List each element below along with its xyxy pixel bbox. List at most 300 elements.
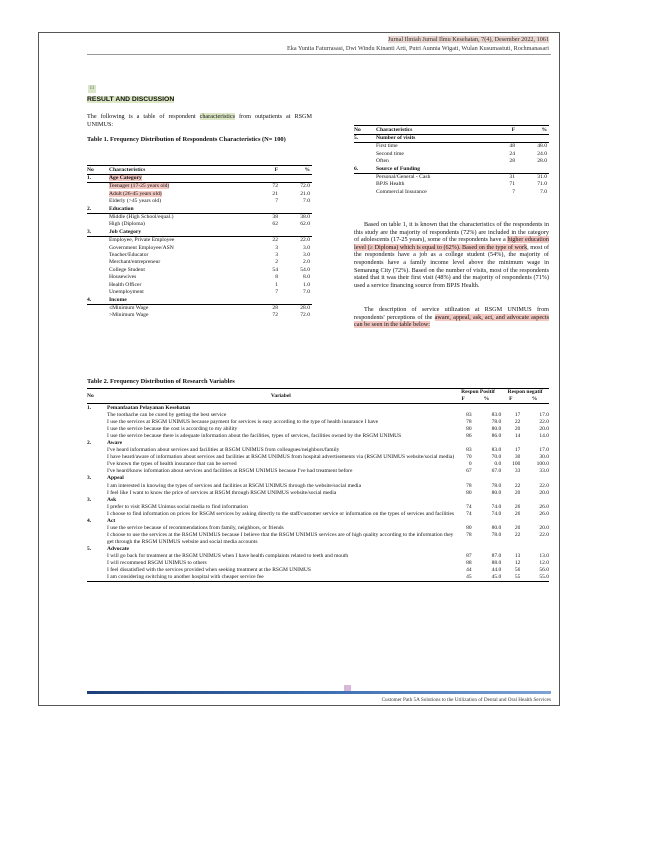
positive-percent: 88.0 [491,560,502,567]
th-positive: Respon Positif [461,389,495,395]
row-frequency: 3 [275,244,278,251]
row-number [354,158,376,165]
variable-row [87,461,549,468]
row-percent: 28.0 [537,158,547,165]
negative-frequency: 12 [514,560,521,567]
row-label [109,221,252,228]
table-section-row [87,206,312,214]
positive-frequency: 0 [468,461,472,468]
row-number [87,237,109,245]
th-variable: Variabel [270,392,291,399]
negative-percent: 56.0 [539,567,549,574]
table-row [87,267,312,274]
variable-row [87,447,549,454]
variable-group-row [87,475,549,482]
row-label-text: Health Officer [109,281,142,288]
row-frequency: 1 [275,281,278,288]
group-number: 3. [87,475,92,482]
row-label-text: Unemployment [109,289,144,296]
discussion-highlight: higher education level (≥ Diploma) which is equal to (62%). Based on the type of work [354,236,549,251]
row-number: 6. [354,166,376,174]
row-percent: 31.0 [537,174,547,181]
row-spacer [87,510,107,517]
statement-text: I use the service because there is adequate information about the facilities, types of services, facilities owned by the RSGM UNIMUS [107,432,402,439]
positive-frequency: 88 [466,560,472,567]
row-label-text: Housewives [109,274,137,281]
row-frequency [252,297,278,305]
th-f: F [509,396,513,402]
row-number [87,259,109,266]
negative-percent: 33.0 [539,468,549,475]
row-frequency [252,206,278,214]
negative-frequency: 33 [514,468,521,475]
table1-continued [354,125,549,196]
row-label [109,312,252,319]
statement-text: I choose to find information on prices for RSGM services by asking directly to the staff/customer service or information on the types of services and facilities [107,510,455,517]
variable-row [87,482,549,489]
positive-frequency: 67 [466,468,472,475]
row-number [354,143,376,151]
positive-percent: 74.0 [491,503,502,510]
row-label-text: Income [109,296,127,303]
negative-percent: 26.0 [539,503,549,510]
row-label [109,245,252,252]
journal-page [38,32,560,706]
row-label [109,237,252,245]
row-label-text: First time [376,143,398,150]
th-pct: % [541,127,547,133]
statement-text: I am considering switching to another hospital with cheaper service fee [107,574,455,582]
row-label [376,181,489,188]
positive-percent: 86.0 [491,432,502,439]
positive-frequency: 80 [466,525,472,532]
row-percent: 22.0 [300,237,310,244]
positive-frequency: 70 [466,454,472,461]
row-label-text: Job Category [109,228,142,235]
group-number: 4. [87,518,92,524]
positive-frequency: 74 [466,510,472,517]
group-title: Appeal [107,475,124,482]
row-spacer [87,482,107,489]
positive-frequency: 83 [466,447,472,454]
positive-percent: 70.0 [491,454,502,461]
row-percent: 54.0 [300,266,310,273]
row-percent: 62.0 [300,221,310,228]
discussion-paragraph-2 [354,306,549,329]
row-label-text: College Student [109,266,145,273]
statement-text: The toothache can be cured by getting the best service [107,411,227,418]
positive-frequency: 86 [466,432,472,439]
negative-percent: 26.0 [539,510,549,517]
table-row [87,214,312,222]
row-percent [278,206,312,214]
group-title: Aware [107,439,123,446]
row-label-text: Elderly (>45 years old) [109,198,162,205]
group-number: 1. [87,404,92,411]
negative-frequency: 17 [514,411,521,418]
row-frequency: 7 [275,198,278,205]
row-label-text: >Minimum Wage [109,312,149,319]
discussion-paragraph-1 [354,221,549,289]
row-number [87,245,109,252]
row-number: 5. [354,135,376,143]
variable-row [87,425,549,432]
variable-group-row [87,404,549,412]
th-characteristics: Characteristics [109,167,146,173]
row-percent: 24.0 [537,150,547,157]
negative-frequency: 20 [514,489,521,496]
positive-percent: 83.0 [491,447,502,454]
negative-percent: 20.0 [539,489,549,496]
group-number: 3. [87,496,92,503]
th-characteristics: Characteristics [376,127,413,133]
table1-body [87,175,312,320]
row-percent: 2.0 [303,259,310,266]
row-frequency: 62 [272,221,278,228]
row-number [87,304,109,312]
negative-percent: 17.0 [539,411,549,418]
row-frequency [252,229,278,237]
row-number [354,174,376,182]
variable-row [87,560,549,567]
row-spacer [87,525,107,532]
statement-text: I use the service because the cost is according to my ability [107,425,238,432]
row-label [109,282,252,289]
positive-percent: 44.0 [491,567,502,574]
row-label [109,198,252,205]
negative-frequency: 13 [514,552,521,559]
row-label-text: ≤Minimum Wage [109,304,149,311]
table-row [87,274,312,281]
row-frequency: 72 [272,183,278,190]
row-frequency: 48 [509,143,515,150]
variable-row [87,489,549,496]
row-number [87,183,109,191]
statement-text: I am interested in knowing the types of services and facilities at RSGM UNIMUS through the website/social media [107,482,362,489]
negative-percent: 20.0 [539,525,549,532]
table-row [354,181,549,188]
group-title: Act [107,518,116,524]
row-percent: 8.0 [303,274,310,281]
row-number [87,252,109,259]
table-row [87,245,312,252]
statement-text: I've heard information about services and facilities at RSGM UNIMUS from colleagues/neighbors/family [107,447,340,454]
th-pct: % [531,396,538,402]
table-row [354,143,549,151]
negative-frequency: 14 [514,432,521,439]
statement-text: I feel dissatisfied with the services provided when seeking treatment at the RSGM UNIMUS [107,567,311,574]
th-negative: Respon negatif [507,389,543,395]
table-section-row [354,166,549,174]
row-frequency: 7 [512,188,515,195]
negative-frequency: 100 [512,461,521,468]
discussion-text: Based on table 1, it is known that the characteristics of the respondents in this study are the majority of respondents (72%) are included in the category of adolescents (17-25 years), some of the respondents have a [354,221,549,244]
table-row [87,252,312,259]
row-frequency: 31 [509,174,515,181]
row-frequency: 28 [509,158,515,165]
footer-text: Customer Path 5A Solutions to the Utilization of Dental and Oral Health Services [381,697,551,703]
row-number [354,181,376,188]
row-label [109,175,252,183]
row-label [109,252,252,259]
row-label-text: Age Category [109,175,142,181]
row-label [109,214,252,222]
results-heading: RESULT AND DISCUSSION [87,96,175,103]
row-number [87,289,109,296]
row-label [109,191,252,198]
row-percent: 3.0 [303,252,310,259]
th-no: No [87,392,94,399]
table-row [87,304,312,312]
statement-text: I have heard/aware of information about services and facilities at RSGM UNIMUS from hospital advertisements via (RSGM UNIMUS website/social media) [107,454,455,461]
row-spacer [87,468,107,475]
row-label-text: Commercial Insurance [376,188,427,195]
row-frequency [489,166,515,174]
positive-frequency: 87 [466,552,472,559]
table1-caption: Table 1. Frequency Distribution of Respondents Characteristics (N= 100) [87,136,286,143]
group-number: 5. [87,545,92,552]
page-marker: 11 [89,86,95,91]
negative-frequency: 20 [514,525,521,532]
intro-text-end: from outpatients at RSGM UNIMUS: [87,113,312,128]
row-percent [515,166,549,174]
negative-percent: 20.0 [539,425,549,432]
table-row [354,158,549,165]
statement-text: I prefer to visit RSGM Unimus social media to find information [107,503,248,510]
row-frequency: 3 [275,252,278,259]
row-label-text: Number of visits [376,135,416,141]
table-section-row [87,297,312,305]
row-percent [278,175,312,183]
row-percent: 3.0 [303,244,310,251]
row-number [87,312,109,319]
negative-frequency: 55 [501,574,520,582]
table-row [354,151,549,158]
row-label-text: High (Diploma) [109,221,145,228]
row-label-text: Education [109,205,134,212]
statement-text: I use the service because of recommendations from family, neighbors, or friends [107,525,284,532]
th-pct: % [483,396,490,402]
negative-frequency: 26 [514,510,521,517]
row-label-text: Adult (26-45 years old) [109,190,162,197]
discussion-text: , most of the respondents have a job as a college student (54%), the majority of respondents have a family income level above the minimum wage in Semarang City (72%). Based on the number of visits, most of the respondents stated that it was their first visit (48%) and the majority of respondents (71%) used a service financing source from BPJS Health. [354,243,550,289]
variable-row [87,510,549,517]
statement-text: I've known the types of health insurance that can be served [107,461,237,468]
results-intro [87,113,312,128]
row-spacer [87,567,107,574]
statement-text: I will recommend RSGM UNIMUS to others [107,560,207,567]
row-label-text: Second time [376,150,404,157]
row-number [354,189,376,196]
row-percent: 7.0 [540,188,547,195]
row-label-text: Merchant/entrepreneur [109,259,161,266]
negative-percent: 17.0 [539,447,549,454]
row-label [376,174,489,182]
row-label-text: Often [376,158,389,165]
row-spacer [87,552,107,559]
row-percent: 48.0 [537,143,547,150]
row-label-text: Middle (High School/equal.) [109,214,174,221]
table2-caption: Table 2. Frequency Distribution of Research Variables [87,378,235,385]
intro-highlight: characteristics [199,113,235,120]
journal-citation: Jurnal Ilmiah Jurnal Ilmu Kesehatan, 7(4), Desember 2022, 1061 [387,36,549,43]
variable-row [87,574,549,582]
positive-percent: 78.0 [491,532,502,539]
variable-row [87,503,549,510]
positive-frequency: 80 [466,425,472,432]
row-percent: 21.0 [300,190,310,197]
row-label [376,189,489,196]
row-number [87,198,109,205]
table1-continued-body [354,135,549,197]
positive-percent: 0.0 [494,461,502,468]
table2 [87,388,549,582]
row-frequency: 21 [272,190,278,197]
variable-row [87,552,549,559]
row-frequency: 71 [509,181,515,188]
row-frequency [252,175,278,183]
row-percent: 28.0 [300,304,310,311]
row-spacer [87,461,107,468]
row-label-text: Employee, Private Employee [109,237,175,244]
positive-percent: 45.0 [472,574,502,582]
table-row [87,191,312,198]
negative-frequency: 17 [514,447,521,454]
variable-row [87,454,549,461]
row-percent [515,135,549,143]
row-label-text: Government Employee/ASN [109,244,174,251]
variable-row [87,418,549,425]
table-row [87,282,312,289]
row-label-text: Source of Funding [376,165,421,172]
variable-row [87,567,549,574]
discussion-text: The description of service utilization at RSGM UNIMUS from respondents' perceptions of the [354,306,549,321]
row-label [376,158,489,165]
positive-frequency: 80 [466,489,472,496]
table-row [87,259,312,266]
row-label [376,143,489,151]
positive-frequency: 78 [466,482,472,489]
row-number: 3. [87,229,109,237]
row-label [109,259,252,266]
table-row [87,312,312,319]
variable-group-row [87,439,549,446]
positive-percent: 83.0 [491,411,502,418]
statement-text: I choose to use the services at the RSGM UNIMUS because I believe that the RSGM UNIMUS services are of high quality according to the information they get through the RSGM UNIMUS website and social media accounts [107,532,454,545]
positive-percent: 78.0 [491,418,502,425]
positive-percent: 80.0 [491,525,502,532]
statement-text: I feel like I want to know the price of services at RSGM through RSGM UNIMUS website/social media [107,489,337,496]
row-number: 4. [87,297,109,305]
row-spacer [87,560,107,567]
row-percent: 71.0 [537,181,547,188]
row-label [109,304,252,312]
row-frequency: 8 [275,274,278,281]
row-spacer [87,432,107,439]
journal-header [388,36,549,43]
intro-text: The following is a table of respondent [87,113,200,120]
row-spacer [87,411,107,418]
row-spacer [87,425,107,432]
group-title: Pemanfaatan Pelayanan Kesehatan [107,404,191,411]
positive-percent: 87.0 [491,552,502,559]
row-frequency: 72 [272,312,278,319]
negative-percent: 30.0 [539,454,549,461]
positive-frequency: 78 [466,532,472,539]
row-percent: 38.0 [300,214,310,221]
row-frequency [489,135,515,143]
positive-frequency: 45 [455,574,472,582]
row-label [109,267,252,274]
variable-row [87,525,549,532]
row-label [109,206,252,214]
row-label-text: BPJS Health [376,181,405,188]
row-frequency: 24 [509,150,515,157]
positive-percent: 80.0 [491,489,502,496]
row-frequency: 54 [272,266,278,273]
negative-percent: 100.0 [536,461,549,468]
row-number [87,191,109,198]
table-row [87,183,312,191]
variable-row [87,532,549,546]
row-label [376,166,489,174]
group-title: Advocate [107,545,129,552]
row-label [109,289,252,296]
negative-frequency: 22 [514,482,521,489]
statement-text: I use the services at RSGM UNIMUS because payment for services is easy according to the type of health insurance I have [107,418,379,425]
negative-percent: 55.0 [520,574,549,582]
negative-frequency: 56 [514,567,521,574]
row-percent: 7.0 [303,289,310,296]
table-row [354,174,549,182]
group-title: Ask [107,496,117,503]
negative-percent: 22.0 [539,532,549,539]
footer-bar [87,691,551,694]
negative-percent: 13.0 [539,552,549,559]
table-row [354,189,549,196]
variable-row [87,468,549,475]
header-divider [87,54,551,55]
row-number [354,151,376,158]
negative-percent: 22.0 [539,418,549,425]
negative-frequency: 20 [514,425,521,432]
row-label [376,135,489,143]
row-label-text: Teacher/Educator [109,252,149,259]
negative-percent: 12.0 [539,560,549,567]
table-row [87,198,312,205]
row-percent: 7.0 [303,198,310,205]
negative-frequency: 30 [514,454,521,461]
row-number [87,214,109,222]
row-label [109,229,252,237]
row-label-text: Teenager (17-25 years old) [109,183,170,190]
discussion-highlight: aware, appeal, ask, act, and advocate aspects can be seen in the table below: [354,313,549,329]
table-section-row [87,175,312,183]
row-frequency: 38 [272,214,278,221]
th-f: F [511,127,515,133]
negative-percent: 14.0 [539,432,549,439]
negative-frequency: 22 [514,418,521,425]
th-f: F [274,167,278,173]
th-pct: % [304,167,310,173]
row-frequency: 2 [275,259,278,266]
table-row [87,289,312,296]
negative-percent: 22.0 [539,482,549,489]
row-label [109,297,252,305]
row-number [87,267,109,274]
row-percent: 1.0 [303,281,310,288]
row-number [87,274,109,281]
